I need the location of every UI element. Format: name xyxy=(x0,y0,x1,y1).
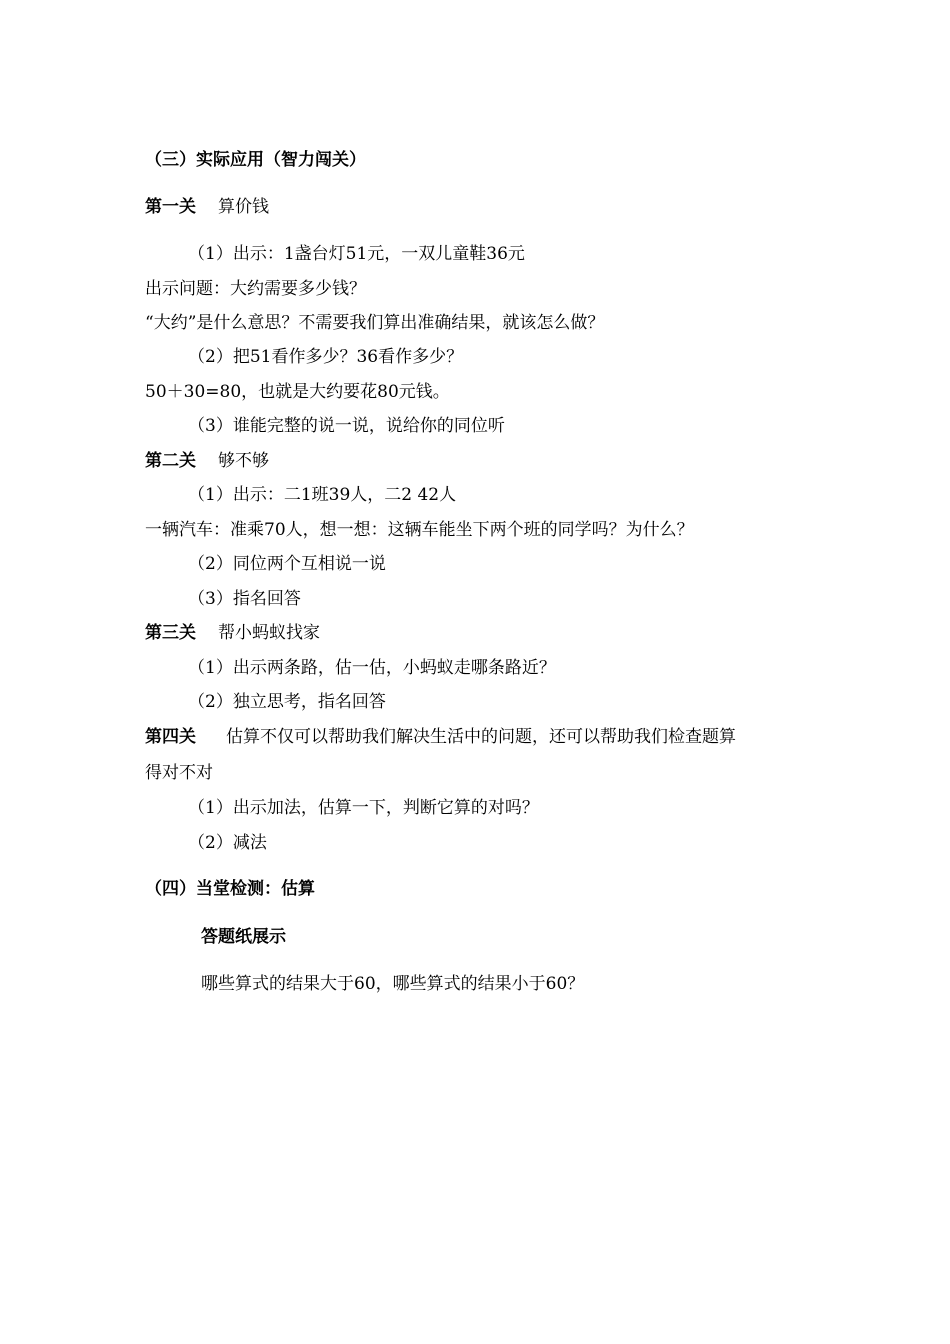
level-3-line-2: （2）独立思考，指名回答 xyxy=(188,692,386,712)
level-2-line-2: 一辆汽车：准乘70人，想一想：这辆车能坐下两个班的同学吗？为什么？ xyxy=(145,520,694,540)
level-3-label: 第三关 xyxy=(145,623,196,643)
level-1-line-6: （3）谁能完整的说一说，说给你的同位听 xyxy=(188,416,505,436)
level-2-line-3: （2）同位两个互相说一说 xyxy=(188,554,386,574)
level-1-line-5: 50＋30=80，也就是大约要花80元钱。 xyxy=(145,382,450,402)
level-4-label: 第四关 xyxy=(145,727,196,747)
level-4-continuation: 得对不对 xyxy=(145,763,213,783)
level-2-heading xyxy=(145,450,269,472)
level-4-line-2: （2）减法 xyxy=(188,833,267,853)
section-4-heading: （四）当堂检测：估算 xyxy=(145,879,315,899)
level-3-heading xyxy=(145,622,320,644)
level-2-line-4: （3）指名回答 xyxy=(188,589,301,609)
level-4-title: 估算不仅可以帮助我们解决生活中的问题，还可以帮助我们检查题算 xyxy=(226,727,736,747)
level-2-line-1: （1）出示：二1班39人，二2 42人 xyxy=(188,485,457,505)
level-2-label: 第二关 xyxy=(145,451,196,471)
level-1-heading xyxy=(145,196,269,218)
level-1-line-1: （1）出示：1盏台灯51元，一双儿童鞋36元 xyxy=(188,244,525,264)
level-2-title: 够不够 xyxy=(218,451,269,471)
section-3-heading: （三）实际应用（智力闯关） xyxy=(145,150,366,170)
level-1-line-2: 出示问题：大约需要多少钱？ xyxy=(145,279,366,299)
level-3-title: 帮小蚂蚁找家 xyxy=(218,623,320,643)
section-4-subheading: 答题纸展示 xyxy=(201,927,286,947)
level-4-heading xyxy=(145,726,736,748)
level-4-line-1: （1）出示加法，估算一下，判断它算的对吗？ xyxy=(188,798,539,818)
level-1-line-3: “大约”是什么意思？不需要我们算出准确结果，就该怎么做？ xyxy=(145,313,605,333)
level-1-line-4: （2）把51看作多少？36看作多少？ xyxy=(188,347,464,367)
section-4-question: 哪些算式的结果大于60，哪些算式的结果小于60？ xyxy=(201,974,585,994)
level-3-line-1: （1）出示两条路，估一估，小蚂蚁走哪条路近？ xyxy=(188,658,556,678)
level-1-label: 第一关 xyxy=(145,197,196,217)
level-1-title: 算价钱 xyxy=(218,197,269,217)
